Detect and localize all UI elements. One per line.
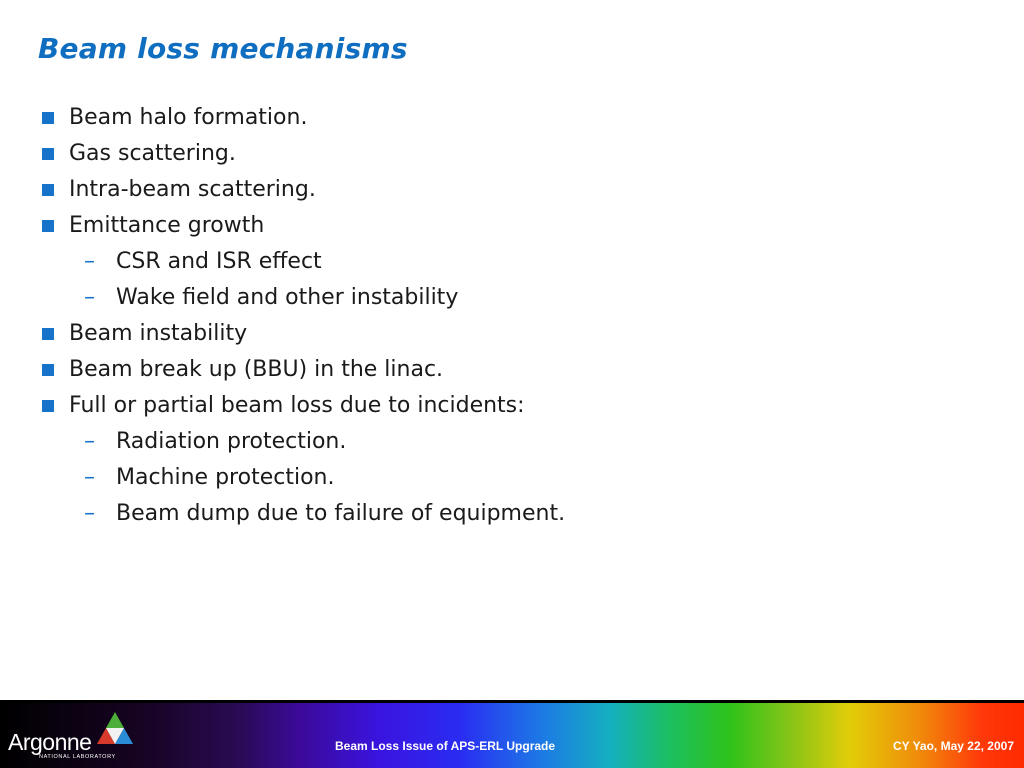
sub-bullet-text: CSR and ISR effect	[116, 249, 322, 274]
logo-wordmark: Argonne	[8, 729, 92, 755]
slide-title: Beam loss mechanisms	[38, 32, 408, 65]
sub-bullet-item	[40, 460, 565, 496]
sub-bullet-text: Beam dump due to failure of equipment.	[116, 501, 566, 526]
bullet-text: Gas scattering.	[69, 141, 236, 166]
sub-bullet-item	[40, 244, 565, 280]
blue-square-bullet-icon	[42, 220, 54, 232]
dash-bullet-icon: –	[84, 465, 95, 490]
bullet-item	[40, 172, 565, 208]
bullet-item	[40, 136, 565, 172]
bullet-text: Emittance growth	[69, 213, 265, 238]
bullet-text: Intra-beam scattering.	[69, 177, 316, 202]
sub-bullet-text: Wake field and other instability	[116, 285, 459, 310]
dash-bullet-icon: –	[84, 285, 95, 310]
dash-bullet-icon: –	[84, 249, 95, 274]
blue-square-bullet-icon	[42, 148, 54, 160]
blue-square-bullet-icon	[42, 364, 54, 376]
bullet-item	[40, 100, 565, 136]
dash-bullet-icon: –	[84, 501, 95, 526]
bullet-text: Beam break up (BBU) in the linac.	[69, 357, 444, 382]
bullet-item	[40, 208, 565, 244]
sub-bullet-item	[40, 496, 565, 532]
author-date: CY Yao, May 22, 2007	[893, 739, 1014, 753]
footer-bar	[0, 700, 1024, 768]
sub-bullet-text: Radiation protection.	[116, 429, 347, 454]
argonne-triangle-logo-icon	[96, 711, 134, 745]
sub-bullet-text: Machine protection.	[116, 465, 335, 490]
presentation-title: Beam Loss Issue of APS-ERL Upgrade	[335, 739, 556, 753]
blue-square-bullet-icon	[42, 184, 54, 196]
bullet-item	[40, 316, 565, 352]
blue-square-bullet-icon	[42, 400, 54, 412]
argonne-logo	[8, 709, 138, 765]
blue-square-bullet-icon	[42, 328, 54, 340]
logo-subtext: NATIONAL LABORATORY	[39, 754, 116, 760]
bullet-text: Beam halo formation.	[69, 105, 308, 130]
bullet-item	[40, 388, 565, 424]
bullet-text: Full or partial beam loss due to incidents:	[69, 393, 525, 418]
sub-bullet-item	[40, 280, 565, 316]
blue-square-bullet-icon	[42, 112, 54, 124]
bullet-list	[40, 100, 565, 532]
bullet-item	[40, 352, 565, 388]
dash-bullet-icon: –	[84, 429, 95, 454]
bullet-text: Beam instability	[69, 321, 248, 346]
sub-bullet-item	[40, 424, 565, 460]
